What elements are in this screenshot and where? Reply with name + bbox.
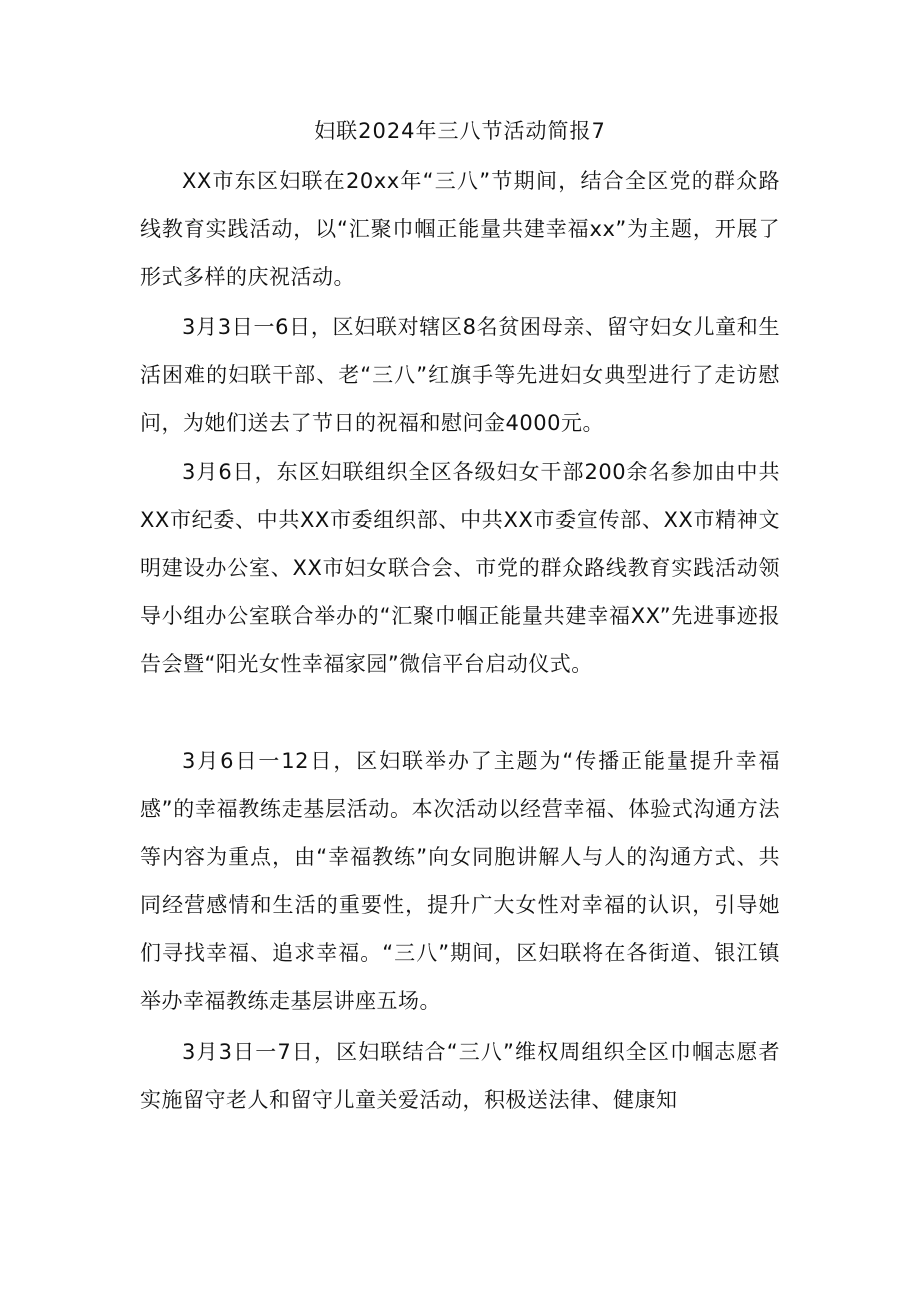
paragraph-volunteers: 3月3日一7日，区妇联结合“三八”维权周组织全区巾帼志愿者实施留守老人和留守儿童关爱活动，积极送法律、健康知 bbox=[140, 1040, 780, 1112]
paragraph-happiness-coach: 3月6日一12日，区妇联举办了主题为“传播正能量提升幸福感”的幸福教练走基层活动。本次活动以经营幸福、体验式沟通方法等内容为重点，由“幸福教练”向女同胞讲解人与人的沟通方式、共同经营感情和生活的重要性，提升广大女性对幸福的认识，引导她们寻找幸福、追求幸福。“三八”期间，区妇联将在各街道、银江镇举办幸福教练走基层讲座五场。 bbox=[140, 749, 780, 1013]
paragraph-visits: 3月3日一6日，区妇联对辖区8名贫困母亲、留守妇女儿童和生活困难的妇联干部、老“三八”红旗手等先进妇女典型进行了走访慰问，为她们送去了节日的祝福和慰问金4000元。 bbox=[140, 315, 780, 435]
paragraph-report-meeting: 3月6日，东区妇联组织全区各级妇女干部200余名参加由中共XX市纪委、中共XX市委组织部、中共XX市委宣传部、XX市精神文明建设办公室、XX市妇女联合会、市党的群众路线教育实践活动领导小组办公室联合举办的“汇聚巾帼正能量共建幸福XX”先进事迹报告会暨“阳光女性幸福家园”微信平台启动仪式。 bbox=[140, 460, 780, 676]
paragraph-intro: XX市东区妇联在20xx年“三八”节期间，结合全区党的群众路线教育实践活动，以“汇聚巾帼正能量共建幸福xx”为主题，开展了形式多样的庆祝活动。 bbox=[140, 169, 780, 289]
document-title: 妇联2024年三八节活动简报7 bbox=[314, 119, 606, 143]
